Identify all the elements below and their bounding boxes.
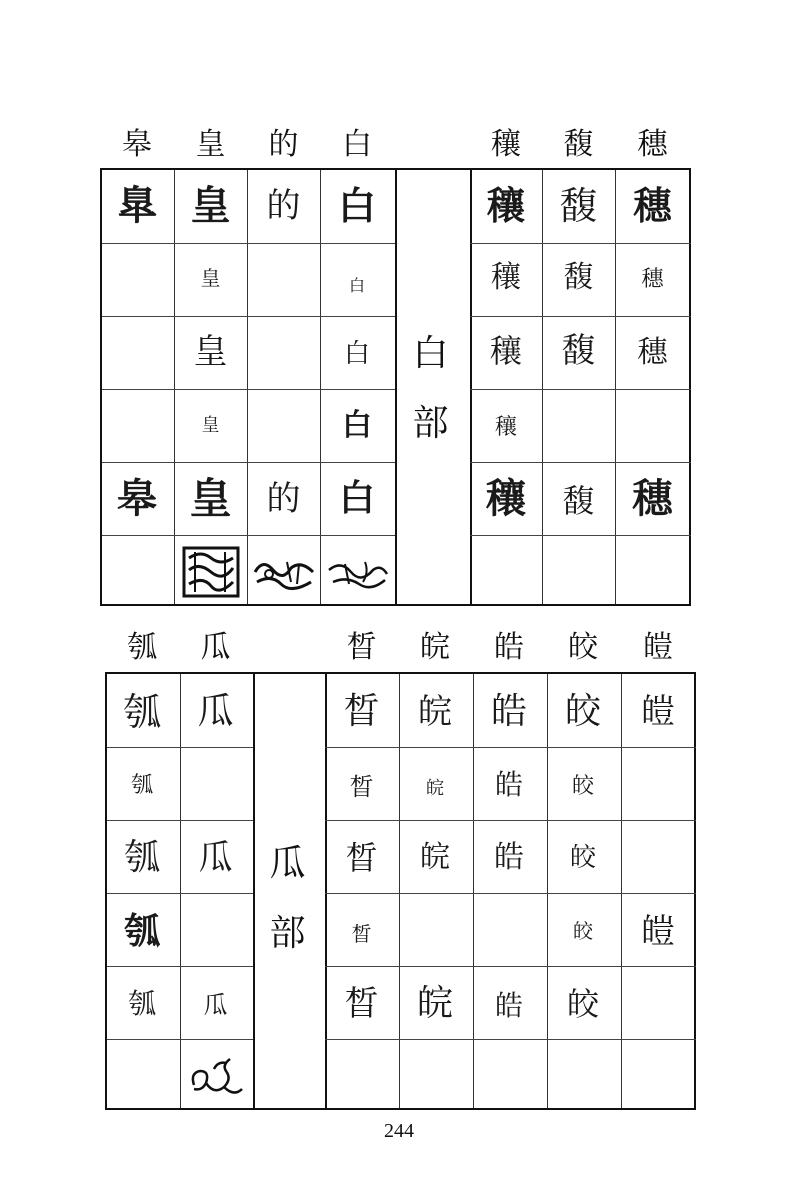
top-r1-c5: 穰 [486, 184, 525, 228]
bottom-r1-c6: 皎 [564, 691, 601, 732]
bottom-r3-c4: 皖 [420, 840, 450, 875]
top-header-6: 馥 [563, 127, 594, 162]
bottom-r3-c3: 晳 [345, 839, 378, 877]
bottom-r5-c2: 瓜 [203, 991, 228, 1019]
top-r4-c5: 穰 [494, 415, 517, 440]
top-header-3: 的 [268, 127, 299, 162]
bottom-header-4: 皖 [420, 630, 450, 665]
top-r1-c3: 的 [266, 186, 301, 226]
bottom-r5-c4: 皖 [416, 983, 453, 1024]
top-header-5: 穰 [491, 127, 521, 162]
bottom-r2-c5: 皓 [494, 768, 523, 801]
bottom-header-7: 皚 [643, 630, 673, 665]
top-r5-c1: 皋 [117, 476, 157, 522]
bottom-r2-c1: 瓠 [130, 773, 153, 798]
top-radical-char-2: 部 [412, 403, 449, 444]
top-r6-c3-bird-script [250, 550, 318, 594]
top-r2-c4: 白 [348, 276, 365, 295]
top-r1-c2: 皇 [190, 183, 231, 229]
top-r5-c3: 的 [266, 479, 301, 519]
top-r5-c6: 馥 [562, 482, 595, 520]
bottom-r1-c5: 皓 [490, 691, 527, 732]
top-r2-c7: 穗 [641, 267, 664, 292]
top-r3-c4: 白 [343, 339, 370, 369]
bottom-r1-c2: 瓜 [197, 691, 234, 732]
bottom-r4-c7: 皚 [641, 912, 675, 952]
top-header-2: 皇 [195, 127, 226, 162]
bottom-r5-c6: 皎 [566, 985, 599, 1023]
top-r1-c1: 臯 [117, 183, 157, 229]
top-r5-c7: 穗 [632, 476, 673, 522]
bottom-r2-c4: 皖 [426, 778, 444, 799]
top-header-4: 白 [342, 127, 372, 162]
top-r1-c6: 馥 [559, 184, 598, 228]
bottom-radical-char-1: 瓜 [269, 843, 306, 884]
bottom-r3-c6: 皎 [569, 843, 596, 873]
page-number: 244 [384, 1120, 414, 1142]
top-r3-c5: 穰 [489, 332, 522, 370]
bottom-r6-c2-cursive-glyph [183, 1048, 249, 1106]
top-r5-c4: 白 [338, 478, 375, 519]
bottom-r1-c1: 瓠 [122, 690, 161, 734]
bottom-header-6: 皎 [568, 630, 598, 665]
bottom-r1-c4: 皖 [418, 692, 452, 732]
top-r4-c4: 白 [342, 408, 372, 443]
top-r3-c7: 穗 [637, 335, 668, 370]
bottom-r5-c3: 晳 [344, 984, 379, 1024]
bottom-r2-c3: 晳 [349, 773, 374, 801]
bottom-header-2: 瓜 [200, 630, 231, 665]
bottom-r5-c1: 瓠 [127, 987, 156, 1020]
top-r5-c5: 穰 [486, 476, 526, 522]
bottom-r4-c6: 皎 [573, 919, 593, 943]
top-r2-c5: 穰 [491, 260, 521, 295]
top-header-7: 穗 [637, 127, 668, 162]
bottom-r2-c6: 皎 [571, 774, 594, 799]
top-header-1: 皋 [122, 127, 152, 162]
bottom-r3-c2: 瓜 [198, 838, 233, 878]
top-r5-c2: 皇 [189, 474, 232, 523]
top-r3-c2: 皇 [193, 332, 228, 372]
bottom-r4-c3: 晳 [351, 922, 372, 946]
bottom-r3-c5: 皓 [494, 840, 524, 875]
bottom-r1-c7: 皚 [641, 692, 675, 732]
bottom-r3-c1: 瓠 [123, 837, 160, 878]
bottom-header-1: 瓠 [127, 630, 157, 665]
bottom-header-3: 晳 [346, 630, 377, 665]
bottom-radical-char-2: 部 [269, 913, 306, 954]
top-r2-c6: 馥 [563, 260, 594, 295]
bottom-header-5: 皓 [494, 630, 524, 665]
top-r4-c2: 皇 [201, 415, 220, 436]
top-r1-c7: 穗 [633, 184, 672, 228]
top-r6-c4-bird-script [324, 550, 392, 594]
bottom-r4-c1: 瓠 [123, 911, 160, 952]
top-r1-c4: 白 [337, 184, 376, 228]
bottom-r5-c5: 皓 [494, 989, 523, 1022]
bottom-r1-c3: 晳 [343, 691, 380, 732]
top-r3-c6: 馥 [561, 331, 596, 371]
top-r2-c2: 皇 [200, 266, 221, 290]
top-r6-c2-bird-script [180, 543, 242, 601]
top-radical-char-1: 白 [412, 333, 449, 374]
